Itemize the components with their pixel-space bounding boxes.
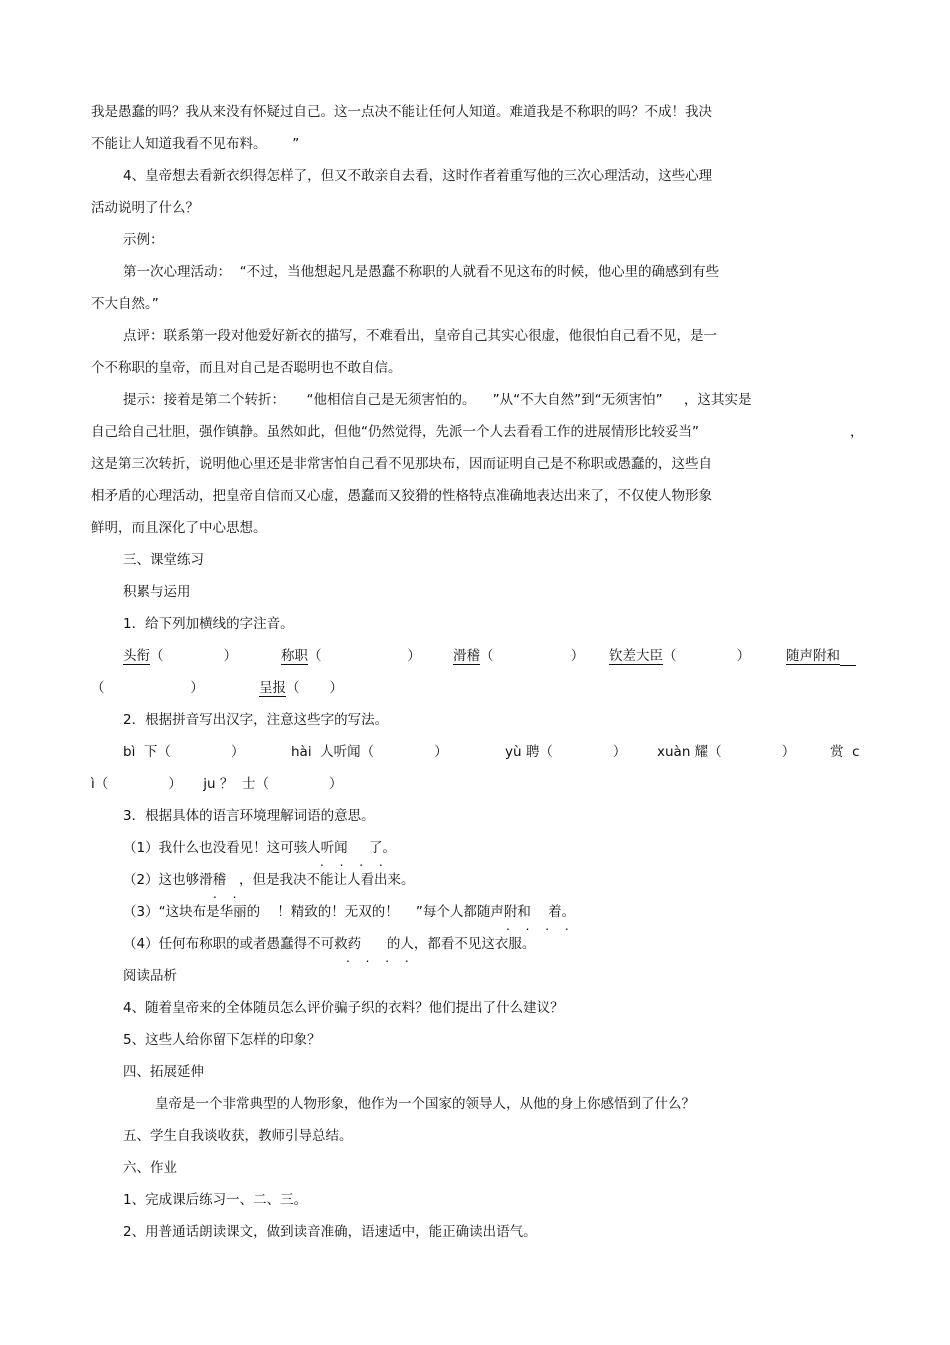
q3-item-1: （1）我什么也没看见！这可骇人听闻 了。 <box>123 840 397 856</box>
comment-line-2: 个不称职的皇帝，而且对自己是否聪明也不敢自信。 <box>91 360 402 376</box>
emphasis-dots: . . . . <box>320 855 389 869</box>
q2-item-3: yù 聘（ ） <box>505 744 627 760</box>
q1-word: 滑稽 <box>453 648 480 664</box>
q2-item-2: hài 人听闻（ ） <box>291 744 448 760</box>
reading-q4: 4、随着皇帝来的全体随员怎么评价骗子织的衣料？他们提出了什么建议？ <box>123 1000 564 1016</box>
q2-item-5: 赏 c <box>830 744 860 760</box>
q1-row2-paren: （ ） <box>91 680 204 696</box>
emphasis-dots: . . . . <box>346 951 415 965</box>
hint-line-3: 这是第三次转折，说明他心里还是非常害怕自己看不见那块布，因而证明自己是不称职或愚蠢的，这些自 <box>91 456 712 472</box>
hint-line-2: 自己给自己壮胆，强作镇静。虽然如此，但他“仍然觉得，先派一个人去看看工作的进展情形比较妥当” <box>91 424 699 440</box>
q3-item-2: （2）这也够滑稽 ，但是我决不能让人看出来。 <box>123 872 415 888</box>
example-label: 示例： <box>123 232 164 248</box>
q1-word: 头衔 <box>123 648 150 664</box>
practice-sub-heading-2: 阅读品析 <box>123 968 177 984</box>
q1-word: 称职 <box>281 648 308 664</box>
q1-item-4: 钦差大臣（ ） <box>609 648 751 664</box>
practice-sub-heading-1: 积累与运用 <box>123 584 191 600</box>
q4-question-line-1: 4、皇帝想去看新衣织得怎样了，但又不敢亲自去看，这时作者着重写他的三次心理活动，这些心理 <box>123 168 713 184</box>
q1-item-1: 头衔（ ） <box>123 648 238 664</box>
reading-q5: 5、这些人给你留下怎样的印象？ <box>123 1032 321 1048</box>
practice-heading: 三、课堂练习 <box>123 552 204 568</box>
intro-line-2: 不能让人知道我看不见布料。 ” <box>91 136 300 152</box>
q1-prompt: 1．给下列加横线的字注音。 <box>123 616 294 632</box>
first-activity-line-2: 不大自然。” <box>91 296 159 312</box>
q3-item-4: （4）任何布称职的或者愚蠢得不可救药 的人，都看不见这衣服。 <box>123 936 536 952</box>
emphasis-dots: . . . . <box>506 919 575 933</box>
homework-item-2: 2、用普通话朗读课文，做到读音准确，语速适中，能正确读出语气。 <box>123 1224 537 1240</box>
q1-item-2: 称职（ ） <box>281 648 421 664</box>
q2-prompt: 2．根据拼音写出汉字，注意这些字的写法。 <box>123 712 389 728</box>
q1-item-6: 呈报（ ） <box>259 680 344 696</box>
comment-line-1: 点评：联系第一段对他爱好新衣的描写，不难看出，皇帝自己其实心很虚，他很怕自己看不见，是一 <box>123 328 717 344</box>
hint-line-5: 鲜明，而且深化了中心思想。 <box>91 520 267 536</box>
intro-line-1: 我是愚蠢的吗？我从来没有怀疑过自己。这一点决不能让任何人知道。难道我是不称职的吗？不成！我决 <box>91 104 712 120</box>
q1-word: 钦差大臣 <box>609 648 663 664</box>
q1-word: 随声附和 <box>786 648 840 664</box>
q1-word: 呈报 <box>259 680 286 696</box>
q2-item-1: bì 下（ ） <box>123 744 245 760</box>
q1-item-5 <box>786 647 856 666</box>
answer-blank[interactable] <box>840 651 856 666</box>
q3-item-3: （3）“这块布是华丽的 ！精致的！无双的！ ”每个人都随声附和 着。 <box>123 904 576 920</box>
extension-text: 皇帝是一个非常典型的人物形象，他作为一个国家的领导人，从他的身上你感悟到了什么？ <box>155 1096 695 1112</box>
hint-line-1: 提示：接着是第二个转折： “他相信自己是无须害怕的。 ”从“不大自然”到“无须害怕” ，这其实是 <box>123 392 752 408</box>
q3-prompt: 3．根据具体的语言环境理解词语的意思。 <box>123 808 375 824</box>
q2-row-2: ì（ ） ju ？ 士（ ） <box>91 776 343 792</box>
hint-line-2-end: ， <box>850 424 864 440</box>
hint-line-4: 相矛盾的心理活动，把皇帝自信而又心虚，愚蠢而又狡猾的性格特点准确地表达出来了，不仅使人物形象 <box>91 488 712 504</box>
q4-question-line-2: 活动说明了什么？ <box>91 200 199 216</box>
q2-item-4: xuàn 耀（ ） <box>657 744 796 760</box>
homework-heading: 六、作业 <box>123 1160 177 1176</box>
first-activity-line-1: 第一次心理活动： “不过，当他想起凡是愚蠢不称职的人就看不见这布的时候，他心里的确感到有些 <box>123 264 720 280</box>
emphasis-dots: . . <box>213 887 243 901</box>
q1-item-3: 滑稽（ ） <box>453 648 585 664</box>
extension-heading: 四、拓展延伸 <box>123 1064 204 1080</box>
homework-item-1: 1、完成课后练习一、二、三。 <box>123 1192 308 1208</box>
summary-heading: 五、学生自我谈收获，教师引导总结。 <box>123 1128 353 1144</box>
